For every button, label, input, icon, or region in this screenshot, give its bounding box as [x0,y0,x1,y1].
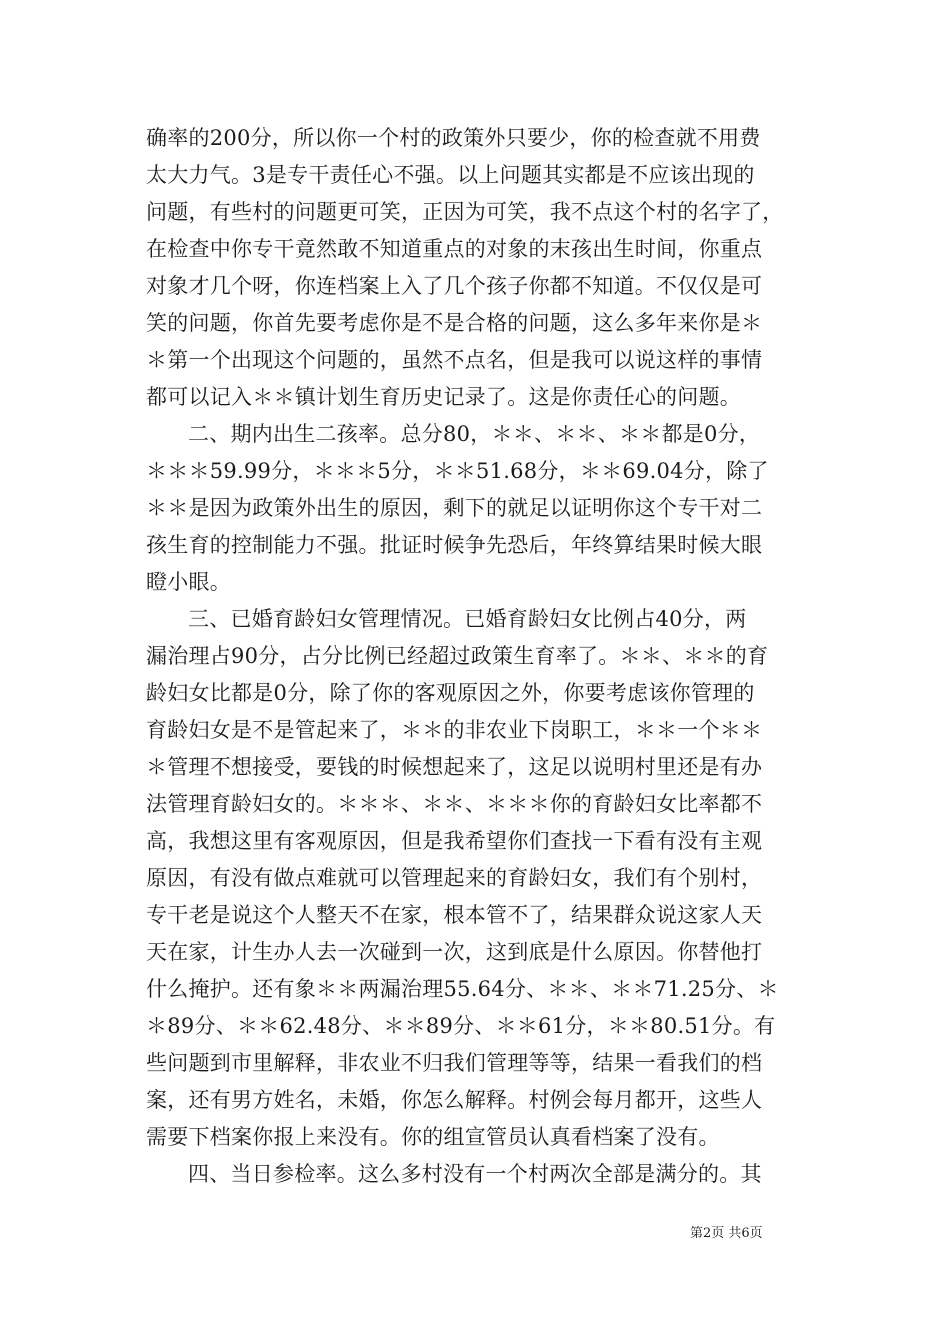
text-line: 漏治理占90分，占分比例已经超过政策生育率了。＊＊、＊＊的育 [146,644,769,668]
text-line: 些问题到市里解释，非农业不归我们管理等等，结果一看我们的档 [146,1051,763,1075]
text-line: 专干老是说这个人整天不在家，根本管不了，结果群众说这家人天 [146,903,763,927]
text-line: 需要下档案你报上来没有。你的组宣管员认真看档案了没有。 [146,1125,720,1149]
text-line: 法管理育龄妇女的。＊＊＊、＊＊、＊＊＊你的育龄妇女比率都不 [146,792,763,816]
text-line: 高，我想这里有客观原因，但是我希望你们查找一下看有没有主观 [146,829,763,853]
page-footer [690,1222,763,1241]
text-line: 问题，有些村的问题更可笑，正因为可笑，我不点这个村的名字了， [146,200,784,224]
text-line: 在检查中你专干竟然敢不知道重点的对象的末孩出生时间，你重点 [146,237,763,261]
document-body [146,120,806,1193]
text-line: 育龄妇女是不是管起来了，＊＊的非农业下岗职工，＊＊一个＊＊ [146,718,763,742]
text-line: 二、期内出生二孩率。总分80，＊＊、＊＊、＊＊都是0分， [188,422,761,446]
text-line: 龄妇女比都是0分，除了你的客观原因之外，你要考虑该你管理的 [146,681,755,705]
paragraph [146,1156,806,1193]
text-line: 原因，有没有做点难就可以管理起来的育龄妇女，我们有个别村， [146,866,763,890]
text-line: 案，还有男方姓名，未婚，你怎么解释。村例会每月都开，这些人 [146,1088,763,1112]
text-line: ＊＊是因为政策外出生的原因，剩下的就足以证明你这个专干对二 [146,496,763,520]
text-line: 瞪小眼。 [146,570,231,594]
text-line: 笑的问题，你首先要考虑你是不是合格的问题，这么多年来你是＊ [146,311,763,335]
text-line: ＊第一个出现这个问题的，虽然不点名，但是我可以说这样的事情 [146,348,763,372]
paragraph [146,416,806,601]
text-line: ＊89分、＊＊62.48分、＊＊89分、＊＊61分，＊＊80.51分。有 [146,1014,776,1038]
text-line: 天在家，计生办人去一次碰到一次，这到底是什么原因。你替他打 [146,940,763,964]
text-line: 四、当日参检率。这么多村没有一个村两次全部是满分的。其 [188,1162,762,1186]
text-line: 确率的200分，所以你一个村的政策外只要少，你的检查就不用费 [146,126,761,150]
text-line: 孩生育的控制能力不强。批证时候争先恐后，年终算结果时候大眼 [146,533,763,557]
page-number-label: 第2页 共6页 [690,1226,763,1241]
text-line: 三、已婚育龄妇女管理情况。已婚育龄妇女比例占40分，两 [188,607,747,631]
text-line: 都可以记入＊＊镇计划生育历史记录了。这是你责任心的问题。 [146,385,741,409]
text-line: ＊管理不想接受，要钱的时候想起来了，这足以说明村里还是有办 [146,755,763,779]
text-line: 太大力气。3是专干责任心不强。以上问题其实都是不应该出现的 [146,163,755,187]
text-line: ＊＊＊59.99分，＊＊＊5分，＊＊51.68分，＊＊69.04分，除了 [146,459,769,483]
text-line: 对象才几个呀，你连档案上入了几个孩子你都不知道。不仅仅是可 [146,274,763,298]
text-line: 什么掩护。还有象＊＊两漏治理55.64分、＊＊、＊＊71.25分、＊ [146,977,779,1001]
paragraph [146,120,806,416]
paragraph [146,601,806,1156]
